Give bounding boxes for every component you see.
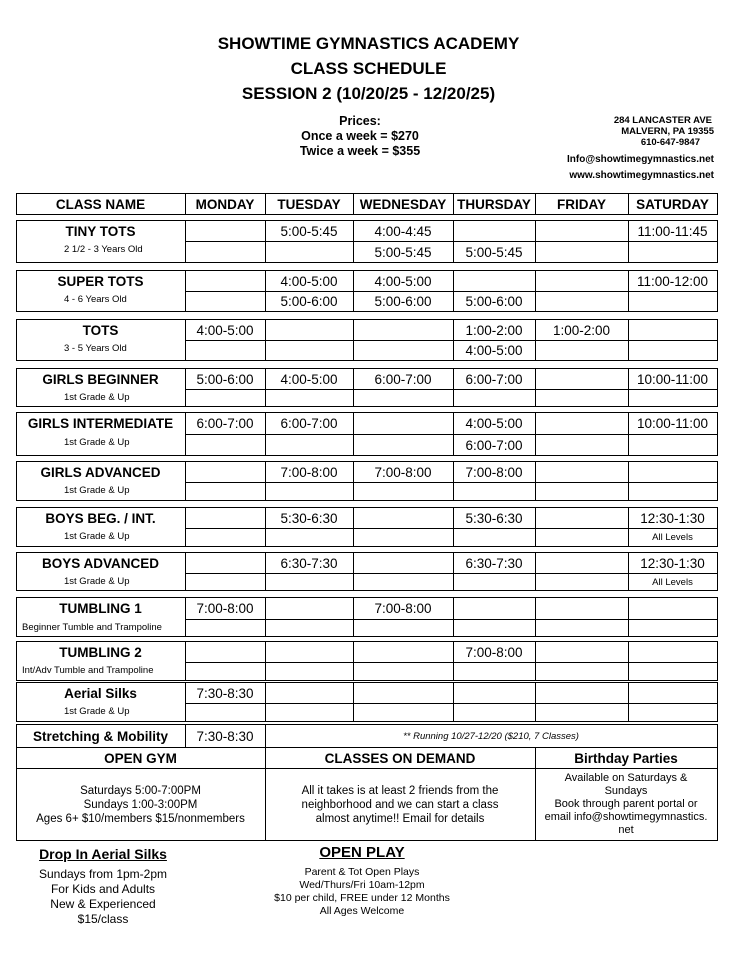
- grid-line: [717, 597, 718, 637]
- stretching-note: ** Running 10/27-12/20 ($210, 7 Classes): [403, 730, 579, 742]
- schedule-time: 11:00-12:00: [636, 273, 709, 289]
- schedule-time: [265, 242, 353, 262]
- grid-line: [16, 680, 717, 681]
- birthday-details-line: Sundays: [604, 785, 648, 797]
- grid-line: [16, 455, 717, 456]
- schedule-time: [535, 242, 628, 262]
- grid-line: [16, 360, 717, 361]
- schedule-time: 4:00-5:00: [465, 343, 523, 358]
- schedule-time: [628, 642, 717, 662]
- grid-line: [16, 721, 717, 722]
- grid-line: [16, 840, 717, 841]
- schedule-time: [535, 221, 628, 241]
- schedule-time: [353, 390, 453, 406]
- schedule-time: [453, 574, 535, 590]
- grid-line: [717, 682, 718, 722]
- open-play-line: All Ages Welcome: [319, 905, 405, 917]
- on-demand-details-line: neighborhood and we can start a class: [301, 798, 499, 811]
- grid-line: [16, 636, 717, 637]
- drop-in-line: New & Experienced: [50, 897, 156, 911]
- class-age-group: Beginner Tumble and Trampoline: [22, 622, 162, 633]
- schedule-time: [265, 390, 353, 406]
- class-age-group: Int/Adv Tumble and Trampoline: [22, 665, 154, 676]
- drop-in-line: Sundays from 1pm-2pm: [38, 867, 168, 881]
- schedule-time: 1:00-2:00: [465, 322, 523, 338]
- schedule-time: [265, 341, 353, 360]
- open-play-line: $10 per child, FREE under 12 Months: [274, 892, 450, 904]
- schedule-time: [353, 663, 453, 680]
- birthday-parties-title: Birthday Parties: [574, 750, 678, 766]
- schedule-time: 10:00-11:00: [636, 416, 709, 431]
- grid-line: [16, 590, 717, 591]
- schedule-time: [453, 598, 535, 619]
- prices-label: Prices:: [339, 114, 381, 128]
- schedule-time: [265, 620, 353, 636]
- schedule-time: [185, 529, 265, 546]
- schedule-time: 6:00-7:00: [465, 371, 523, 387]
- schedule-time: [453, 271, 535, 291]
- open-gym-details-line: Ages 6+ $10/members $15/nonmembers: [36, 812, 245, 825]
- grid-line: [16, 500, 717, 501]
- grid-line: [16, 262, 717, 263]
- class-age-group: 4 - 6 Years Old: [64, 294, 127, 305]
- grid-line: [717, 747, 718, 841]
- column-header-saturday: SATURDAY: [636, 196, 709, 212]
- schedule-time: 6:00-7:00: [280, 416, 338, 431]
- open-gym-details: [16, 769, 265, 840]
- grid-line: [16, 311, 717, 312]
- schedule-time: 6:00-7:00: [465, 437, 523, 453]
- schedule-time: 7:00-8:00: [374, 464, 432, 480]
- schedule-time: 5:00-5:45: [280, 223, 338, 239]
- column-header-class-name: CLASS NAME: [55, 196, 146, 212]
- schedule-time: 7:00-8:00: [374, 601, 432, 616]
- classes-on-demand-title: CLASSES ON DEMAND: [324, 750, 476, 766]
- schedule-time: [535, 620, 628, 636]
- schedule-time: 4:00-5:00: [465, 416, 523, 431]
- schedule-time: [265, 320, 353, 340]
- session-dates: SESSION 2 (10/20/25 - 12/20/25): [241, 84, 496, 103]
- address-line2: MALVERN, PA 19355: [621, 126, 714, 137]
- schedule-time: [353, 508, 453, 528]
- grid-line: [16, 546, 717, 547]
- schedule-time: [265, 704, 353, 721]
- schedule-time: [353, 574, 453, 590]
- column-header-friday: FRIDAY: [556, 196, 606, 212]
- schedule-time: [453, 221, 535, 241]
- schedule-time: [628, 462, 717, 482]
- schedule-time: [535, 271, 628, 291]
- schedule-time: [265, 574, 353, 590]
- schedule-time: 5:00-6:00: [374, 294, 432, 309]
- schedule-time: [185, 390, 265, 406]
- schedule-time: [535, 462, 628, 482]
- class-name: GIRLS BEGINNER: [42, 371, 159, 387]
- schedule-time: [185, 292, 265, 311]
- schedule-time: [535, 553, 628, 573]
- schedule-time: 6:30-7:30: [465, 555, 523, 571]
- schedule-time: [628, 483, 717, 500]
- level-note: All Levels: [652, 576, 693, 588]
- schedule-time: [453, 390, 535, 406]
- schedule-time: [185, 704, 265, 721]
- page-title: SHOWTIME GYMNASTICS ACADEMY: [217, 34, 520, 53]
- drop-in-line: $15/class: [77, 912, 129, 926]
- level-note: All Levels: [652, 532, 693, 543]
- schedule-time: 6:30-7:30: [280, 555, 338, 571]
- schedule-time: [353, 341, 453, 360]
- birthday-details-line: Available on Saturdays &: [564, 772, 688, 784]
- schedule-time: 7:00-8:00: [196, 601, 254, 616]
- schedule-time: [535, 341, 628, 360]
- schedule-time: 6:00-7:00: [196, 416, 254, 431]
- schedule-time: 7:30-8:30: [196, 685, 254, 701]
- phone-number: 610-647-9847: [640, 137, 700, 148]
- schedule-time: [185, 574, 265, 590]
- open-play-title: OPEN PLAY: [319, 844, 405, 861]
- birthday-details: [535, 769, 717, 840]
- grid-line: [717, 552, 718, 591]
- column-header-wednesday: WEDNESDAY: [359, 196, 447, 212]
- schedule-time: [265, 683, 353, 703]
- open-play: [240, 844, 484, 918]
- schedule-time: 5:00-5:45: [374, 244, 432, 260]
- schedule-time: [353, 413, 453, 434]
- prices-block: [250, 114, 470, 159]
- schedule-time: 12:30-1:30: [640, 510, 705, 526]
- on-demand-details-line: almost anytime!! Email for details: [315, 812, 485, 825]
- column-header-monday: MONDAY: [195, 196, 255, 212]
- schedule-time: 10:00-11:00: [636, 371, 709, 387]
- schedule-time: [453, 683, 535, 703]
- schedule-time: [628, 292, 717, 311]
- schedule-time: [535, 663, 628, 680]
- class-age-group: 1st Grade & Up: [64, 437, 130, 448]
- grid-line: [717, 461, 718, 501]
- schedule-time: [535, 683, 628, 703]
- class-name: Aerial Silks: [64, 685, 137, 701]
- schedule-time: 5:30-6:30: [465, 510, 523, 526]
- schedule-time: [185, 483, 265, 500]
- class-age-group: 1st Grade & Up: [64, 531, 130, 542]
- schedule-time: [185, 642, 265, 662]
- schedule-time: [535, 390, 628, 406]
- open-play-line: Parent & Tot Open Plays: [304, 866, 420, 878]
- grid-line: [717, 319, 718, 361]
- schedule-time: [353, 483, 453, 500]
- grid-line: [717, 641, 718, 681]
- schedule-time: [628, 341, 717, 360]
- birthday-details-line: email info@showtimegymnastics.: [544, 811, 708, 823]
- schedule-time: [628, 390, 717, 406]
- schedule-time: 4:00-5:00: [280, 273, 338, 289]
- class-age-group: 1st Grade & Up: [64, 576, 130, 587]
- schedule-time: [185, 341, 265, 360]
- schedule-time: [535, 508, 628, 528]
- schedule-time: 12:30-1:30: [640, 555, 705, 571]
- schedule-time: [353, 620, 453, 636]
- open-gym-details-line: Sundays 1:00-3:00PM: [83, 798, 198, 811]
- schedule-time: [185, 435, 265, 455]
- schedule-time: [353, 704, 453, 721]
- schedule-time: [453, 529, 535, 546]
- schedule-time: [353, 320, 453, 340]
- drop-in-line: For Kids and Adults: [50, 882, 156, 896]
- schedule-time: [535, 574, 628, 590]
- birthday-details-line: Book through parent portal or: [554, 798, 698, 810]
- schedule-time: [265, 598, 353, 619]
- schedule-time: [535, 483, 628, 500]
- grid-line: [717, 270, 718, 312]
- column-header-thursday: THURSDAY: [457, 196, 531, 212]
- open-play-line: Wed/Thurs/Fri 10am-12pm: [299, 879, 425, 891]
- schedule-time: [535, 435, 628, 455]
- schedule-time: [535, 642, 628, 662]
- grid-line: [717, 507, 718, 547]
- schedule-time: 4:00-5:00: [280, 371, 338, 387]
- class-name: SUPER TOTS: [57, 273, 144, 289]
- schedule-time: [535, 704, 628, 721]
- schedule-time: [185, 242, 265, 262]
- price-twice: Twice a week = $355: [299, 144, 421, 158]
- schedule-time: [628, 435, 717, 455]
- on-demand-details: [265, 769, 535, 840]
- class-name: TINY TOTS: [65, 223, 136, 239]
- schedule-time: 5:00-5:45: [465, 244, 523, 260]
- schedule-time: 7:00-8:00: [465, 644, 523, 660]
- class-age-group: 3 - 5 Years Old: [64, 343, 127, 354]
- schedule-time: [265, 663, 353, 680]
- schedule-time: [535, 369, 628, 389]
- schedule-time: [353, 642, 453, 662]
- schedule-time: [453, 620, 535, 636]
- schedule-time: 7:00-8:00: [280, 464, 338, 480]
- schedule-time: [628, 683, 717, 703]
- schedule-time: 5:00-6:00: [196, 371, 254, 387]
- schedule-time: [265, 642, 353, 662]
- address-block: [520, 115, 714, 148]
- schedule-time: [628, 663, 717, 680]
- contact-email[interactable]: Info@showtimegymnastics.net: [567, 154, 714, 165]
- schedule-time: [353, 435, 453, 455]
- class-age-group: 1st Grade & Up: [64, 392, 130, 403]
- price-once: Once a week = $270: [301, 129, 419, 143]
- schedule-time: [185, 663, 265, 680]
- schedule-time: [185, 508, 265, 528]
- schedule-time: [535, 529, 628, 546]
- class-name: BOYS BEG. / INT.: [45, 510, 156, 526]
- open-gym-details-line: Saturdays 5:00-7:00PM: [80, 784, 201, 797]
- schedule-time: 5:00-6:00: [465, 294, 523, 309]
- grid-line: [717, 220, 718, 263]
- address-line1: 284 LANCASTER AVE: [613, 115, 712, 126]
- schedule-time: 5:30-6:30: [280, 510, 338, 526]
- schedule-time: [453, 483, 535, 500]
- schedule-time: [353, 683, 453, 703]
- schedule-time: 4:00-5:00: [374, 273, 432, 289]
- schedule-time: 1:00-2:00: [552, 322, 611, 338]
- class-name-stretching: Stretching & Mobility: [33, 728, 168, 744]
- class-name: TOTS: [82, 322, 119, 338]
- drop-in-title: Drop In Aerial Silks: [39, 846, 167, 862]
- schedule-time: 11:00-11:45: [637, 223, 708, 239]
- schedule-time: [265, 483, 353, 500]
- schedule-time: [353, 529, 453, 546]
- schedule-time: [535, 598, 628, 619]
- schedule-time: [185, 462, 265, 482]
- schedule-time: [185, 221, 265, 241]
- website-link[interactable]: www.showtimegymnastics.net: [569, 170, 714, 181]
- schedule-time: [265, 529, 353, 546]
- schedule-time: 7:00-8:00: [465, 464, 523, 480]
- birthday-details-line: net: [618, 824, 634, 836]
- schedule-time: 4:00-5:00: [196, 322, 254, 338]
- schedule-time: [185, 620, 265, 636]
- schedule-time: [628, 598, 717, 619]
- grid-line: [717, 368, 718, 407]
- schedule-time: 6:00-7:00: [374, 371, 432, 387]
- schedule-time: 5:00-6:00: [280, 294, 338, 309]
- grid-line: [717, 412, 718, 456]
- schedule-time: [628, 320, 717, 340]
- grid-line: [16, 214, 717, 215]
- schedule-subtitle: CLASS SCHEDULE: [290, 59, 447, 78]
- schedule-time: [185, 271, 265, 291]
- class-age-group: 1st Grade & Up: [64, 706, 130, 717]
- schedule-time: [185, 553, 265, 573]
- schedule-time: [628, 620, 717, 636]
- grid-line: [717, 724, 718, 747]
- schedule-time: [535, 413, 628, 434]
- schedule-time: [353, 553, 453, 573]
- grid-line: [16, 406, 717, 407]
- class-name: GIRLS ADVANCED: [40, 464, 161, 480]
- schedule-time: [453, 704, 535, 721]
- drop-in-aerial-silks: [18, 846, 188, 927]
- class-name: TUMBLING 2: [59, 644, 142, 660]
- schedule-time: 4:00-4:45: [374, 223, 432, 239]
- class-age-group: 2 1/2 - 3 Years Old: [64, 244, 143, 255]
- class-name: BOYS ADVANCED: [41, 555, 159, 571]
- open-gym-title: OPEN GYM: [104, 750, 177, 766]
- class-name: GIRLS INTERMEDIATE: [27, 416, 174, 431]
- class-age-group: 1st Grade & Up: [64, 485, 130, 496]
- schedule-time: [628, 704, 717, 721]
- schedule-time: 7:30-8:30: [196, 728, 254, 744]
- schedule-time: [453, 663, 535, 680]
- column-header-tuesday: TUESDAY: [277, 196, 341, 212]
- on-demand-details-line: All it takes is at least 2 friends from the: [301, 784, 499, 797]
- class-name: TUMBLING 1: [59, 601, 142, 616]
- schedule-time: [535, 292, 628, 311]
- schedule-time: [265, 435, 353, 455]
- grid-line: [717, 193, 718, 215]
- schedule-time: [628, 242, 717, 262]
